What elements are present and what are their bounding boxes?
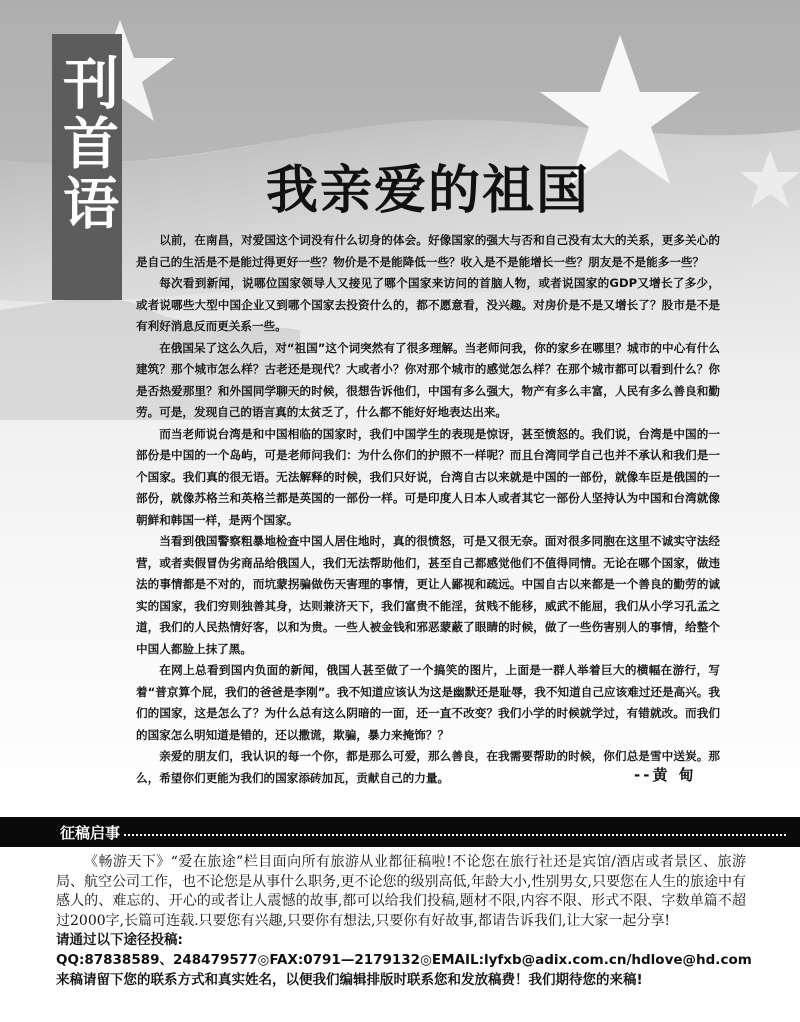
article-body <box>136 230 720 789</box>
section-title-text: 刊首语 <box>54 54 120 234</box>
submission-ways-label: 请通过以下途径投稿: <box>56 932 183 948</box>
section-title <box>52 34 122 300</box>
banner-title: 征稿启事 <box>60 823 121 842</box>
article-paragraph: 在俄国呆了这么久后，对“祖国”这个词突然有了很多理解。当老师问我，你的家乡在哪里？城市的中心有什么建筑？那个城市怎么样？古老还是现代？大或者小？你对那个城市的感觉怎么样？在那个城市都可以看到什么？你是否热爱那里？和外国同学聊天的时候，很想告诉他们，中国有多么强大，物产有多么丰富，人民有多么善良和勤劳。可是，发现自己的语言真的太贫乏了，什么都不能好好地表达出来。 <box>136 340 720 419</box>
dotted-divider <box>124 834 786 836</box>
notice-paragraph: 《畅游天下》“爱在旅途”栏目面向所有旅游从业都征稿啦!不论您在旅行社还是宾馆/酒店或者景区、旅游局、航空公司工作，也不论您是从事什么职务,更不论您的级别高低,年龄大小,性别男女,只要您在人生的旅途中有感人的、难忘的、开心的或者让人震憾的故事,都可以给我们投稿,题材不限,内容不限、形式不限、字数单篇不超过2000字,长篇可连载.只要您有兴趣,只要你有想法,只要你有好故事,都请告诉我们,让大家一起分享! <box>56 854 746 929</box>
article-paragraph: 每次看到新闻，说哪位国家领导人又接见了哪个国家来访问的首脑人物，或者说国家的GDP又增长了多少，或者说哪些大型中国企业又到哪个国家去投资什么的，都不愿意看，没兴趣。对房价是不是又增长了？股市是不是有利好消息反而更关系一些。 <box>136 276 720 333</box>
contact-info: QQ:87838589、248479577◎FAX:0791—2179132◎EMAIL:lyfxb@adix.com.cn/hdlove@hd.com <box>56 952 752 968</box>
article-title: 我亲爱的祖国 <box>265 160 590 221</box>
article-paragraph: 在网上总看到国内负面的新闻，俄国人甚至做了一个搞笑的图片，上面是一群人举着巨大的横幅在游行，写着“普京算个屁，我们的爸爸是李刚”。我不知道应该认为这是幽默还是耻辱，我不知道自己应该难过还是高兴。我们的国家，这是怎么了？为什么总有这么阴暗的一面，还一直不改变？我们小学的时候就学过，有错就改。而我们的国家怎么明知道是错的，还以撒谎，欺骗，暴力来掩饰？？ <box>136 663 720 742</box>
call-for-papers-body <box>56 853 746 931</box>
closing-note: 来稿请留下您的联系方式和真实姓名，以便我们编辑排版时联系您和发放稿费！我们期待您的来稿! <box>56 972 643 988</box>
article-paragraph: 以前，在南昌，对爱国这个词没有什么切身的体会。好像国家的强大与否和自己没有太大的关系，更多关心的是自己的生活是不是能过得更好一些？物价是不是能降低一些？收入是不是能增长一些？朋友是不是能多一些？ <box>136 233 720 269</box>
article-paragraph: 当看到俄国警察粗暴地检查中国人居住地时，真的很愤怒，可是又很无奈。面对很多同胞在这里不诚实守法经营，或者卖假冒伪劣商品给俄国人，我们无法帮助他们，甚至自己都感觉他们不值得同情。无论在哪个国家，做违法的事情都是不对的，而坑蒙拐骗做伤天害理的事情，更让人鄙视和疏远。中国自古以来都是一个善良的勤劳的诚实的国家，我们穷则独善其身，达则兼济天下，我们富贵不能淫，贫贱不能移，威武不能屈，我们从小学习孔孟之道，我们的人民热情好客，以和为贵。一些人被金钱和邪恶蒙蔽了眼睛的时候，做了一些伤害别人的事情，给整个中国人都脸上抹了黑。 <box>136 534 720 656</box>
call-for-papers-banner <box>0 817 800 847</box>
author-signature: --黄 甸 <box>634 766 697 784</box>
article-paragraph: 而当老师说台湾是和中国相临的国家时，我们中国学生的表现是惊讶，甚至愤怒的。我们说，台湾是中国的一部份是中国的一个岛屿，可是老师问我们：为什么你们的护照不一样呢？而且台湾同学自己也并不承认和我们是一个国家。我们真的很无语。无法解释的时候，我们只好说，台湾自古以来就是中国的一部份，就像车臣是俄国的一部份，就像苏格兰和英格兰都是英国的一部份一样。可是印度人日本人或者其它一部份人坚持认为中国和台湾就像朝鲜和韩国一样，是两个国家。 <box>136 426 720 527</box>
article-paragraph: 亲爱的朋友们，我认识的每一个你，都是那么可爱，那么善良，在我需要帮助的时候，你们总是雪中送炭。那么，希望你们更能为我们的国家添砖加瓦，贡献自己的力量。 <box>136 749 720 785</box>
